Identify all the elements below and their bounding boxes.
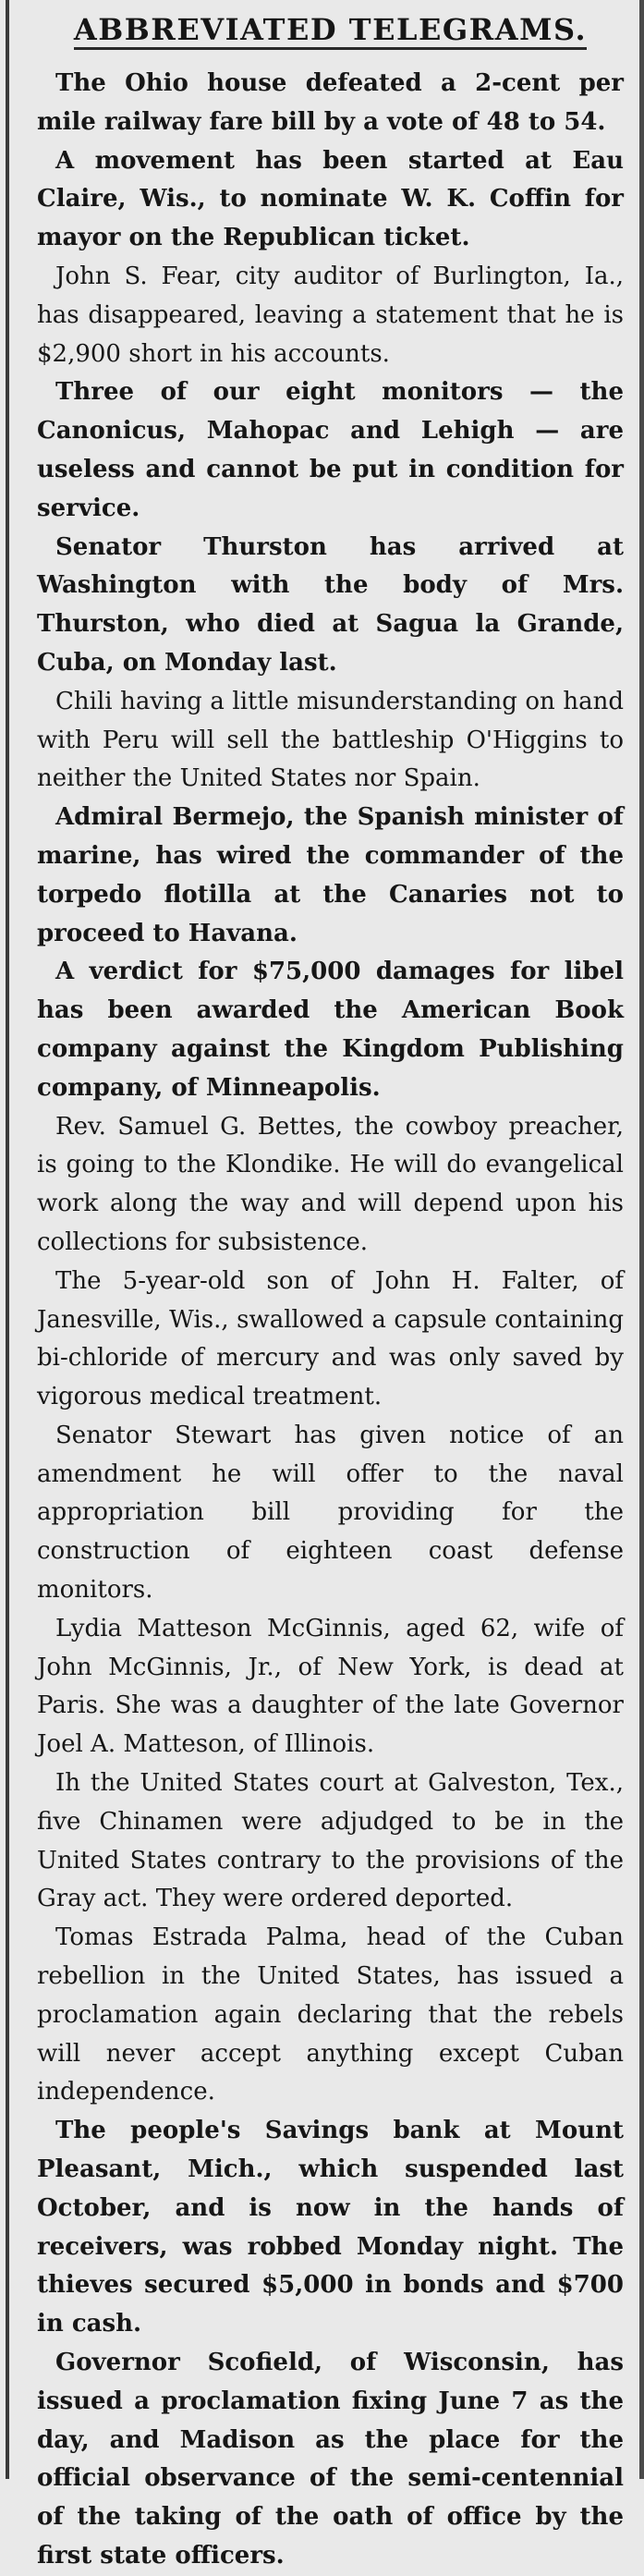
news-item: The people's Savings bank at Mount Pleasant, Mich., which suspended last October, and is now in the hands of receivers, was robbed Monday night. The thieves secured $5,000 in bonds and $700 in cash.	[37, 2117, 624, 2338]
news-item: Tomas Estrada Palma, head of the Cuban rebellion in the United States, has issued a proclamation again declaring that the rebels will never accept anything except Cuban independence.	[37, 1923, 624, 2106]
news-item: Senator Thurston has arrived at Washington with the body of Mrs. Thurston, who died at Sagua la Grande, Cuba, on Monday last.	[37, 532, 624, 677]
news-item: Senator Stewart has given notice of an amendment he will offer to the naval appropriation bill providing for the construction of eighteen coast defense monitors.	[37, 1421, 624, 1605]
right-column-rule	[639, 0, 644, 2479]
news-item: The Ohio house defeated a 2-cent per mile railway fare bill by a vote of 48 to 54.	[37, 69, 624, 136]
news-item: The 5-year-old son of John H. Falter, of Janesville, Wis., swallowed a capsule containing bi-chloride of mercury and was only saved by vigorous medical treatment.	[37, 1266, 624, 1411]
news-item: Rev. Samuel G. Bettes, the cowboy preacher, is going to the Klondike. He will do evangelical work along the way and will depend upon his collections for subsistence.	[37, 1112, 624, 1256]
news-item: Governor Scofield, of Wisconsin, has issued a proclamation fixing June 7 as the day, and Madison as the place for the official observance of the semi-centennial of the taking of the oath of office by the first state officers.	[37, 2349, 624, 2570]
news-item: Chili having a little misunderstanding on hand with Peru will sell the battleship O'Higgins to neither the United States nor Spain.	[37, 687, 624, 793]
left-column-rule	[6, 0, 9, 2479]
headline-text: ABBREVIATED TELEGRAMS.	[74, 12, 587, 50]
news-item: A movement has been started at Eau Claire, Wis., to nominate W. K. Coffin for mayor on the Republican ticket.	[37, 146, 624, 252]
news-item: Lydia Matteson McGinnis, aged 62, wife of John McGinnis, Jr., of New York, is dead at Paris. She was a daughter of the late Governor Joel A. Matteson, of Illinois.	[37, 1614, 624, 1759]
news-item: Ih the United States court at Galveston, Tex., five Chinamen were adjudged to be in the United States contrary to the provisions of the Gray act. They were ordered deported.	[37, 1769, 624, 1913]
news-item: Admiral Bermejo, the Spanish minister of marine, has wired the commander of the torpedo flotilla at the Canaries not to proceed to Havana.	[37, 803, 624, 947]
headline	[37, 9, 624, 52]
news-item: A verdict for $75,000 damages for libel has been awarded the American Book company against the Kingdom Publishing company, of Minneapolis.	[37, 958, 624, 1102]
news-item: John S. Fear, city auditor of Burlington, Ia., has disappeared, leaving a statement that he is $2,900 short in his accounts.	[37, 262, 624, 368]
news-item: Three of our eight monitors — the Canonicus, Mahopac and Lehigh — are useless and cannot be put in condition for service.	[37, 378, 624, 522]
news-column	[37, 9, 624, 2576]
